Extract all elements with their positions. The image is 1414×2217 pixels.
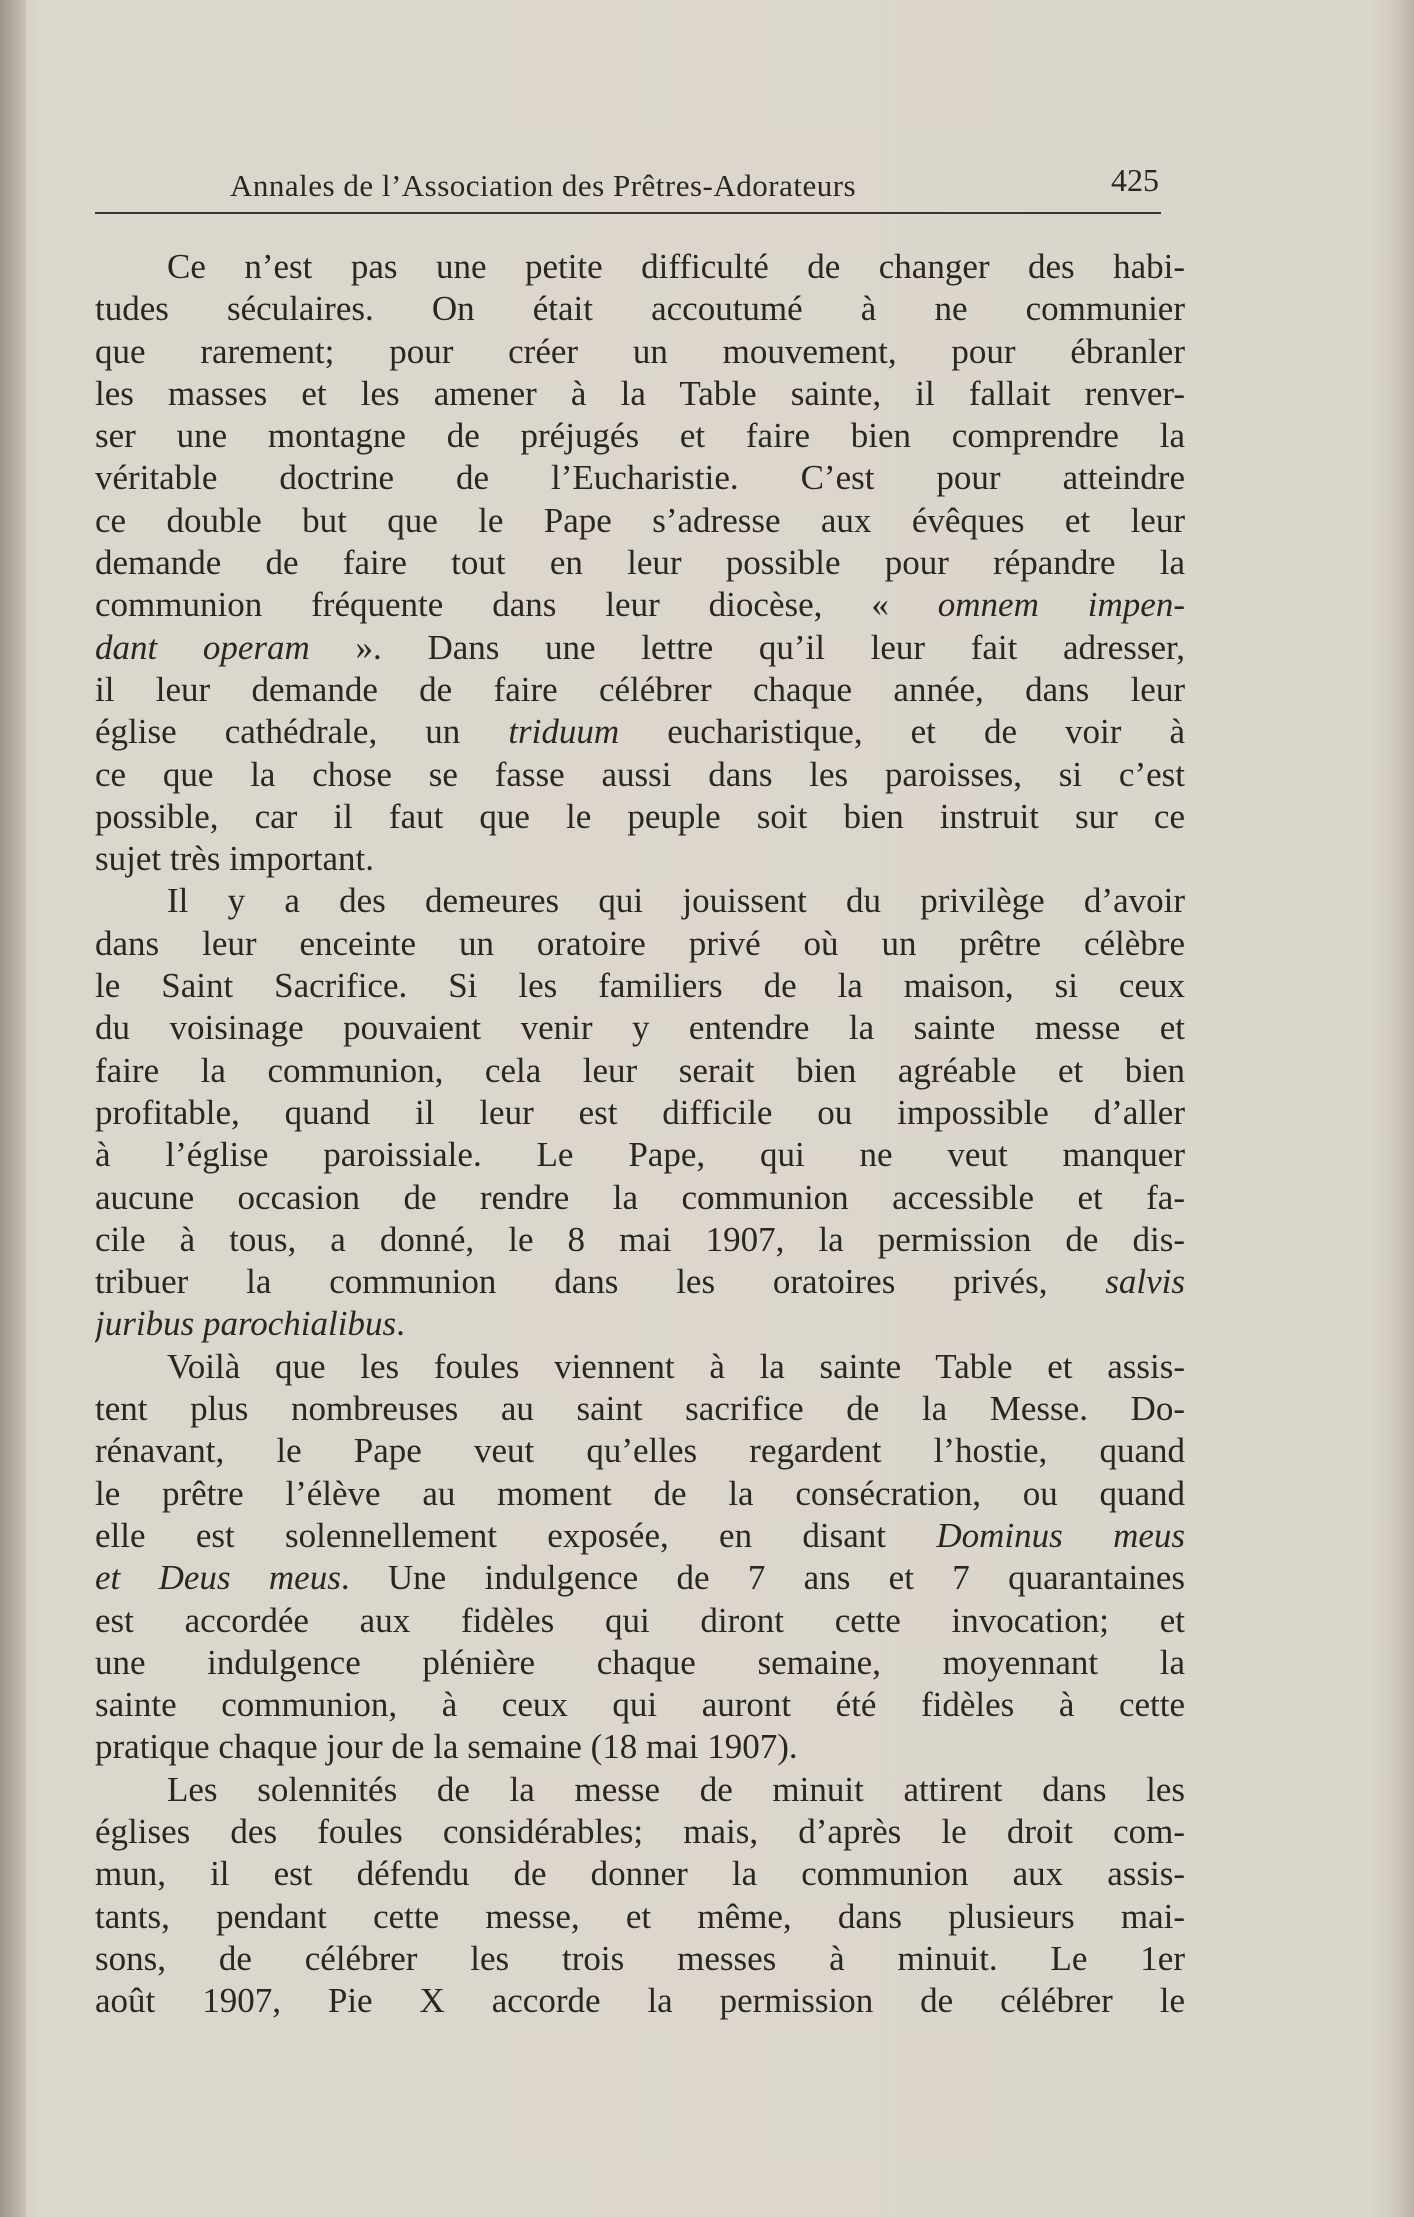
text-segment: il leur demande de faire célébrer chaque année, dans leur	[95, 669, 1185, 709]
text-segment: ce que la chose se fasse aussi dans les paroisses, si c’est	[95, 754, 1185, 794]
text-line	[95, 1219, 1185, 1261]
body-text	[95, 246, 1185, 2022]
text-segment: elle est solennellement exposée, en disant	[95, 1515, 937, 1555]
text-segment: véritable doctrine de l’Eucharistie. C’est pour atteindre	[95, 458, 1185, 498]
text-segment: le Saint Sacrifice. Si les familiers de la maison, si ceux	[95, 966, 1185, 1006]
text-segment: eucharistique, et de voir à	[619, 712, 1185, 752]
text-segment: .	[396, 1304, 405, 1344]
text-segment: profitable, quand il leur est difficile ou impossible d’aller	[95, 1092, 1185, 1132]
text-line	[95, 500, 1185, 542]
text-segment: du voisinage pouvaient venir y entendre la sainte messe et	[95, 1008, 1185, 1048]
text-line	[95, 1726, 1185, 1768]
text-segment: mun, il est défendu de donner la communion aux assis-	[95, 1854, 1185, 1894]
text-segment: tent plus nombreuses au saint sacrifice de la Messe. Do-	[95, 1389, 1185, 1429]
book-spine-shadow	[0, 0, 26, 2217]
text-line	[95, 838, 1185, 880]
text-segment: cile à tous, a donné, le 8 mai 1907, la permission de dis-	[95, 1219, 1185, 1259]
text-segment: sainte communion, à ceux qui auront été fidèles à cette	[95, 1685, 1185, 1725]
text-segment: rénavant, le Pape veut qu’elles regardent l’hostie, quand	[95, 1431, 1185, 1471]
text-segment: ser une montagne de préjugés et faire bien comprendre la	[95, 416, 1185, 456]
text-line	[95, 1557, 1185, 1599]
italic-text: triduum	[508, 712, 620, 752]
text-line	[95, 1303, 1185, 1345]
text-segment: ce double but que le Pape s’adresse aux évêques et leur	[95, 500, 1185, 540]
text-segment: août 1907, Pie X accorde la permission de célébrer le	[95, 1981, 1185, 2021]
text-line	[95, 1769, 1185, 1811]
text-line	[95, 965, 1185, 1007]
text-segment: les masses et les amener à la Table sainte, il fallait renver-	[95, 373, 1185, 413]
text-segment: églises des foules considérables; mais, d’après le droit com-	[95, 1811, 1185, 1851]
text-line	[95, 1515, 1185, 1557]
text-line	[95, 1853, 1185, 1895]
text-segment: dans leur enceinte un oratoire privé où un prêtre célèbre	[95, 923, 1185, 963]
italic-text: salvis	[1105, 1262, 1185, 1302]
page-number: 425	[1111, 162, 1159, 198]
header-rule	[95, 212, 1161, 214]
text-segment: Il y a des demeures qui jouissent du privilège d’avoir	[167, 881, 1185, 921]
text-line	[95, 1134, 1185, 1176]
text-line	[95, 754, 1185, 796]
text-line	[95, 1642, 1185, 1684]
text-segment: est accordée aux fidèles qui diront cette invocation; et	[95, 1600, 1185, 1640]
text-segment: le prêtre l’élève au moment de la consécration, ou quand	[95, 1473, 1185, 1513]
text-segment: sons, de célébrer les trois messes à minuit. Le 1er	[95, 1938, 1185, 1978]
text-line	[95, 415, 1185, 457]
text-line	[95, 880, 1185, 922]
text-segment: communion fréquente dans leur diocèse, «	[95, 585, 938, 625]
running-header	[95, 150, 1161, 214]
text-line	[95, 1092, 1185, 1134]
italic-text: juribus parochialibus	[95, 1304, 397, 1344]
italic-text: dant operam	[95, 627, 310, 667]
text-line	[95, 1896, 1185, 1938]
text-segment: possible, car il faut que le peuple soit bien instruit sur ce	[95, 796, 1185, 836]
text-line	[95, 1430, 1185, 1472]
text-line	[95, 1346, 1185, 1388]
text-segment: faire la communion, cela leur serait bien agréable et bien	[95, 1050, 1185, 1090]
text-line	[95, 1261, 1185, 1303]
running-title: Annales de l’Association des Prêtres-Adorateurs	[230, 168, 857, 203]
text-segment: Ce n’est pas une petite difficulté de changer des habi-	[167, 247, 1185, 286]
text-segment: . Une indulgence de 7 ans et 7 quarantaines	[340, 1558, 1185, 1598]
text-line	[95, 288, 1185, 330]
text-segment: sujet très important.	[95, 839, 374, 879]
text-line	[95, 1388, 1185, 1430]
text-segment: Les solennités de la messe de minuit attirent dans les	[167, 1769, 1185, 1809]
text-segment: aucune occasion de rendre la communion accessible et fa-	[95, 1177, 1185, 1217]
text-segment: tribuer la communion dans les oratoires privés,	[95, 1262, 1106, 1302]
text-segment: Voilà que les foules viennent à la sainte Table et assis-	[167, 1346, 1185, 1386]
text-line	[95, 1980, 1185, 2022]
text-segment: tudes séculaires. On était accoutumé à ne communier	[95, 289, 1185, 329]
text-line	[95, 1600, 1185, 1642]
text-segment: une indulgence plénière chaque semaine, moyennant la	[95, 1642, 1185, 1682]
text-segment: église cathédrale, un	[95, 712, 509, 752]
text-line	[95, 246, 1185, 288]
text-line	[95, 584, 1185, 626]
text-line	[95, 457, 1185, 499]
italic-text: omnem impen-	[937, 585, 1185, 625]
text-segment: ». Dans une lettre qu’il leur fait adresser,	[309, 627, 1185, 667]
text-segment: à l’église paroissiale. Le Pape, qui ne veut manquer	[95, 1135, 1185, 1175]
text-line	[95, 1007, 1185, 1049]
text-segment: tants, pendant cette messe, et même, dans plusieurs mai-	[95, 1896, 1185, 1936]
text-line	[95, 542, 1185, 584]
text-line	[95, 331, 1185, 373]
text-line	[95, 1050, 1185, 1092]
text-line	[95, 711, 1185, 753]
text-line	[95, 1938, 1185, 1980]
text-segment: demande de faire tout en leur possible pour répandre la	[95, 543, 1185, 583]
text-line	[95, 1473, 1185, 1515]
text-line	[95, 1684, 1185, 1726]
text-line	[95, 1811, 1185, 1853]
text-line	[95, 373, 1185, 415]
italic-text: et Deus meus	[95, 1558, 341, 1598]
italic-text: Dominus meus	[936, 1515, 1185, 1555]
text-line	[95, 796, 1185, 838]
text-line	[95, 923, 1185, 965]
text-line	[95, 669, 1185, 711]
text-line	[95, 1177, 1185, 1219]
text-segment: pratique chaque jour de la semaine (18 mai 1907).	[95, 1727, 798, 1767]
text-segment: que rarement; pour créer un mouvement, pour ébranler	[95, 331, 1185, 371]
text-line	[95, 627, 1185, 669]
